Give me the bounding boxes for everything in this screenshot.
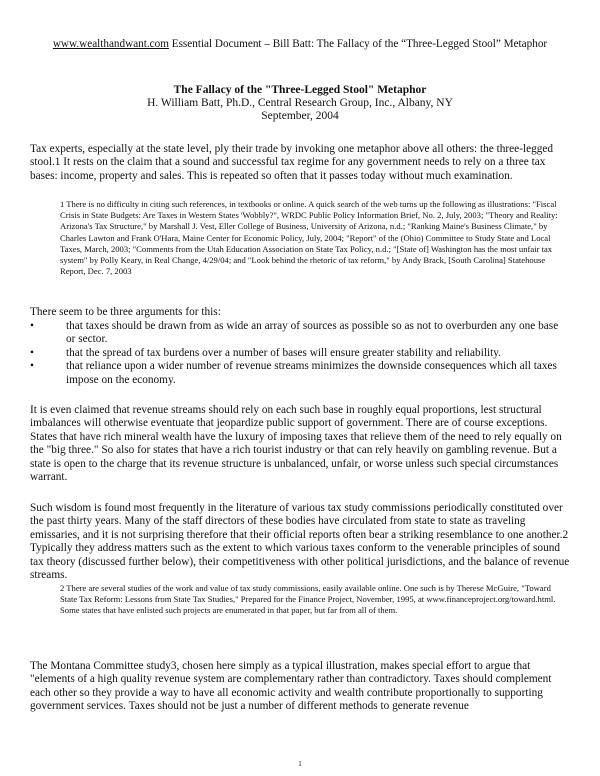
bullet-text: that taxes should be drawn from as wide an array of sources as possible so as not to overburden any one base or sector. [66,320,559,346]
bullet-glyph: • [30,346,34,359]
running-header [40,38,560,51]
bullet-glyph: • [30,360,34,373]
date-line: September, 2004 [261,110,339,122]
bullet-text: that reliance upon a wider number of revenue streams minimizes the downside consequences which all taxes impose on the economy. [66,360,557,386]
bullet-text: that the spread of tax burdens over a number of bases will ensure greater stability and reliability. [66,346,501,359]
author-line: H. William Batt, Ph.D., Central Research Group, Inc., Albany, NY [147,97,453,109]
bullet-glyph: • [30,320,34,332]
list-item [30,320,570,347]
footnote-1: 1 There is no difficulty in citing such references, in textbooks or online. A quick search of the web turns up the following as illustrations: "Fiscal Crisis in State Budgets: Are Taxes in Western States 'Wobbly?", WRDC Public Policy Information Brief, No. 2, July, 2003; "Theory and Reality: Arizona's Tax Structure," by Marshall J. Vest, Eller College of Business, University of Arizona, n.d.; "Ranking Maine's Business Climate," by Charles Lawton and Frank O'Hara, Maine Center for Economic Policy, July, 2004; "Report" of the (Ohio) Committee to Study State and Local Taxes, March, 2003; "Comments from the Utah Education Association on State Tax Policy, n.d.; "[State of] Washington has the most unfair tax system" by Polly Keary, in Real Change, 4/29/04; and "Look behind the rhetoric of tax reform," by Andy Brack, [South Carolina] Statehouse Report, Dec. 7, 2003 [60,199,558,277]
paragraph-commissions: Such wisdom is found most frequently in the literature of various tax study commissions periodically constituted over the past thirty years. Many of the staff directors of these bodies have circulated from state to state as traveling emissaries, and it is not surprising therefore that their official reports often bear a striking resemblance to one another.2 Typically they address matters such as the extent to which various taxes conform to the venerable principles of sound tax theory (discussed further below), their competitiveness with other political jurisdictions, and the balance of revenue streams. [30,502,570,582]
header-text: Essential Document – Bill Batt: The Fallacy of the “Three-Legged Stool” Metaphor [168,38,548,50]
paragraph-proportions: It is even claimed that revenue streams should rely on each such base in roughly equal proportions, lest structural imbalances will otherwise eventuate that jeopardize public support of government. There are of course exceptions. States that have rich mineral wealth have the luxury of imposing taxes that relieve them of the need to rely equally on the "big three." So also for states that have a rich tourist industry or that can rely heavily on gambling revenue. But a state is open to the charge that its revenue structure is unbalanced, unfair, or worse unless such special circumstances warrant. [30,404,562,484]
header-link[interactable]: www.wealthandwant.com [52,38,169,50]
arguments-intro: There seem to be three arguments for this: [30,306,221,318]
footnote-2: 2 There are several studies of the work and value of tax study commissions, easily available online. One such is by Therese McGuire, "Toward State Tax Reform: Lessons from State Tax Studies," Prepared for the Finance Project, November, 1995, at www.financeproject.org/toward.html. Some states that have enlisted such projects are enumerated in that paper, but far from all of them. [60,583,556,616]
list-item [30,360,570,387]
list-item [30,347,570,360]
page-number: 1 [298,760,302,768]
document-title: The Fallacy of the "Three-Legged Stool" Metaphor [173,84,427,96]
title-block [40,84,560,123]
paragraph-montana: The Montana Committee study3, chosen here simply as a typical illustration, makes special effort to argue that "elements of a high quality revenue system are complementary rather than contradictory. Taxes should complement each other so they provide a way to have all economic activity and wealth contribute proportionally to supporting government services. Taxes should not be just a number of different methods to generate revenue [30,660,552,713]
paragraph-intro: Tax experts, especially at the state level, ply their trade by invoking one metaphor above all others: the three-legged stool.1 It rests on the claim that a sound and successful tax regime for any government needs to rely on a three tax bases: income, property and sales. This is repeated so often that it passes today without much examination. [30,143,554,182]
arguments-list [30,320,570,387]
